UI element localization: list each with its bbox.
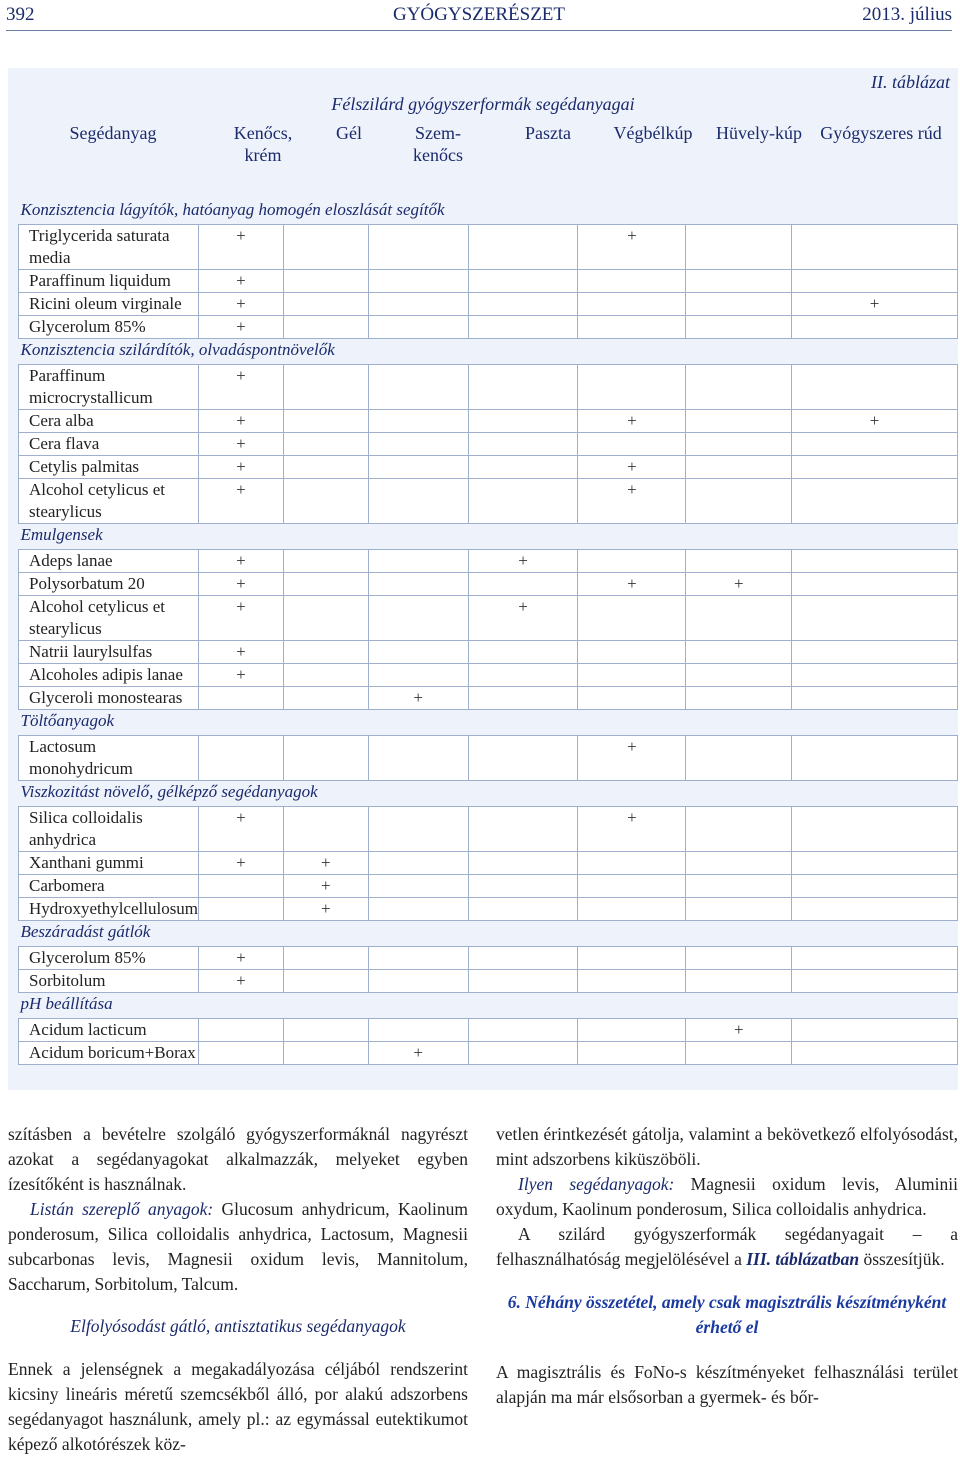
- usage-mark: [792, 316, 958, 339]
- section-label: pH beállítása: [19, 993, 958, 1019]
- usage-mark: [792, 1019, 958, 1042]
- table-row: [19, 736, 958, 781]
- table-row: [19, 687, 958, 710]
- usage-mark: [468, 875, 578, 898]
- usage-mark: [368, 807, 468, 852]
- usage-mark: [368, 947, 468, 970]
- section-row: [19, 710, 958, 736]
- column-header: Segédanyag: [69, 123, 157, 143]
- table-row: [19, 898, 958, 921]
- usage-mark: [283, 433, 368, 456]
- usage-mark: [283, 456, 368, 479]
- usage-mark: [468, 573, 578, 596]
- usage-mark: +: [578, 456, 686, 479]
- usage-mark: +: [578, 736, 686, 781]
- excipient-name: Sorbitolum: [19, 970, 199, 993]
- usage-mark: [468, 947, 578, 970]
- usage-mark: [578, 1019, 686, 1042]
- table-title: Félszilárd gyógyszerformák segédanyagai: [331, 94, 635, 114]
- column-header: Hüvely-kúp: [716, 123, 802, 143]
- usage-mark: [578, 641, 686, 664]
- excipient-name: Polysorbatum 20: [19, 573, 199, 596]
- usage-mark: [686, 1042, 792, 1065]
- excipient-name: Cera alba: [19, 410, 199, 433]
- usage-mark: [686, 970, 792, 993]
- usage-mark: [578, 947, 686, 970]
- table-row: [19, 875, 958, 898]
- usage-mark: [578, 687, 686, 710]
- usage-mark: +: [283, 875, 368, 898]
- paragraph: vetlen érintkezését gátolja, valamint a bekövetkező elfolyósodást, mint adszorbens kiküszöböli.: [496, 1124, 958, 1169]
- section-row: [19, 339, 958, 365]
- usage-mark: +: [578, 479, 686, 524]
- usage-mark: [368, 641, 468, 664]
- table-row: [19, 596, 958, 641]
- usage-mark: +: [199, 433, 284, 456]
- usage-mark: [368, 573, 468, 596]
- usage-mark: [578, 664, 686, 687]
- usage-mark: [792, 550, 958, 573]
- usage-mark: [368, 736, 468, 781]
- table-row: [19, 852, 958, 875]
- usage-mark: [686, 293, 792, 316]
- usage-mark: [578, 970, 686, 993]
- usage-mark: [468, 807, 578, 852]
- section-heading: 6. Néhány összetétel, amely csak magisztrális készítményként érhető el: [507, 1292, 947, 1337]
- usage-mark: [283, 410, 368, 433]
- usage-mark: [686, 687, 792, 710]
- usage-mark: +: [578, 410, 686, 433]
- usage-mark: [792, 1042, 958, 1065]
- usage-mark: [283, 736, 368, 781]
- table-row: [19, 947, 958, 970]
- usage-mark: +: [199, 852, 284, 875]
- usage-mark: [283, 970, 368, 993]
- usage-mark: [686, 479, 792, 524]
- usage-mark: [792, 807, 958, 852]
- excipient-name: Paraffinum liquidum: [19, 270, 199, 293]
- paragraph: szításben a bevételre szolgáló gyógyszerformáknál nagyrészt azokat a segédanyagokat alkalmazzák, melyeket egyben ízesítőként is használnak.: [8, 1124, 468, 1194]
- section-label: Töltőanyagok: [19, 710, 958, 736]
- usage-mark: +: [578, 225, 686, 270]
- usage-mark: +: [368, 687, 468, 710]
- usage-mark: +: [199, 807, 284, 852]
- usage-mark: +: [199, 316, 284, 339]
- usage-mark: [792, 664, 958, 687]
- usage-mark: [199, 736, 284, 781]
- usage-mark: [468, 365, 578, 410]
- excipient-name: Paraffinum microcrystallicum: [19, 365, 199, 410]
- usage-mark: [199, 1042, 284, 1065]
- usage-mark: +: [199, 573, 284, 596]
- usage-mark: [792, 596, 958, 641]
- usage-mark: [368, 852, 468, 875]
- table-row: [19, 664, 958, 687]
- usage-mark: [686, 365, 792, 410]
- excipient-name: Silica colloidalis anhydrica: [19, 807, 199, 852]
- usage-mark: +: [199, 479, 284, 524]
- usage-mark: [578, 293, 686, 316]
- usage-mark: [468, 898, 578, 921]
- usage-mark: [578, 875, 686, 898]
- usage-mark: [686, 433, 792, 456]
- usage-mark: [686, 947, 792, 970]
- usage-mark: [468, 225, 578, 270]
- usage-mark: [368, 293, 468, 316]
- column-header: Végbélkúp: [613, 123, 693, 143]
- usage-mark: +: [468, 550, 578, 573]
- usage-mark: [283, 807, 368, 852]
- usage-mark: [792, 225, 958, 270]
- usage-mark: [283, 270, 368, 293]
- table-row: [19, 293, 958, 316]
- usage-mark: [283, 1042, 368, 1065]
- usage-mark: [792, 573, 958, 596]
- paragraph: [8, 1197, 468, 1297]
- excipient-name: Natrii laurylsulfas: [19, 641, 199, 664]
- paragraph-text: Glucosum anhydricum, Kaolinum ponderosum, Silica colloidalis anhydrica, Lactosum, Magnesii subcarbonas levis, Magnesii oxidum levis, Mannitolum, Saccharum, Sorbitolum, Talcum.: [8, 1199, 468, 1294]
- usage-mark: +: [792, 410, 958, 433]
- usage-mark: [468, 270, 578, 293]
- table-row: [19, 410, 958, 433]
- usage-mark: [368, 970, 468, 993]
- excipient-name: Alcohol cetylicus et stearylicus: [19, 596, 199, 641]
- usage-mark: [368, 875, 468, 898]
- excipient-name: Alcoholes adipis lanae: [19, 664, 199, 687]
- usage-mark: [468, 1019, 578, 1042]
- usage-mark: [468, 433, 578, 456]
- usage-mark: +: [686, 1019, 792, 1042]
- usage-mark: [578, 433, 686, 456]
- usage-mark: [368, 898, 468, 921]
- usage-mark: [792, 875, 958, 898]
- table-row: [19, 456, 958, 479]
- usage-mark: [686, 550, 792, 573]
- table-row: [19, 970, 958, 993]
- excipient-name: Hydroxyethylcellulosum: [19, 898, 199, 921]
- paragraph-text: A szilárd gyógyszerformák segédanyagait – a felhasználhatóság megjelölésével a: [496, 1224, 958, 1269]
- usage-mark: +: [199, 456, 284, 479]
- usage-mark: [283, 664, 368, 687]
- table-row: [19, 641, 958, 664]
- excipient-name: Carbomera: [19, 875, 199, 898]
- usage-mark: [283, 365, 368, 410]
- paragraph-text: Magnesii oxidum levis, Aluminii oxydum, Kaolinum ponderosum, Silica colloidalis anhydrica.: [496, 1174, 958, 1219]
- usage-mark: [686, 664, 792, 687]
- excipient-table-box: [8, 68, 958, 1090]
- excipient-name: Ricini oleum virginale: [19, 293, 199, 316]
- usage-mark: +: [199, 550, 284, 573]
- usage-mark: [368, 596, 468, 641]
- column-header: Gél: [336, 123, 362, 143]
- usage-mark: [368, 270, 468, 293]
- excipient-name: Xanthani gummi: [19, 852, 199, 875]
- table-row: [19, 1019, 958, 1042]
- usage-mark: [468, 293, 578, 316]
- usage-mark: [792, 270, 958, 293]
- usage-mark: [686, 410, 792, 433]
- usage-mark: [686, 875, 792, 898]
- excipient-name: Adeps lanae: [19, 550, 199, 573]
- usage-mark: +: [199, 293, 284, 316]
- usage-mark: [686, 270, 792, 293]
- usage-mark: [468, 736, 578, 781]
- usage-mark: +: [368, 1042, 468, 1065]
- section-label: Beszáradást gátlók: [19, 921, 958, 947]
- usage-mark: [199, 1019, 284, 1042]
- excipient-name: Lactosum monohydricum: [19, 736, 199, 781]
- usage-mark: [686, 456, 792, 479]
- issue-date: 2013. július: [862, 4, 952, 25]
- usage-mark: +: [199, 365, 284, 410]
- usage-mark: [792, 852, 958, 875]
- usage-mark: [686, 852, 792, 875]
- usage-mark: [468, 970, 578, 993]
- table-row: [19, 270, 958, 293]
- usage-mark: +: [199, 410, 284, 433]
- usage-mark: [283, 293, 368, 316]
- text-column-right: [496, 1122, 958, 1410]
- usage-mark: [468, 479, 578, 524]
- usage-mark: +: [578, 807, 686, 852]
- excipient-table: [18, 199, 958, 1065]
- table-row: [19, 365, 958, 410]
- usage-mark: [368, 479, 468, 524]
- usage-mark: [468, 410, 578, 433]
- paragraph: [496, 1172, 958, 1222]
- usage-mark: [468, 641, 578, 664]
- usage-mark: [283, 641, 368, 664]
- column-header: Paszta: [525, 123, 571, 143]
- usage-mark: [283, 316, 368, 339]
- usage-mark: +: [199, 970, 284, 993]
- section-label: Konzisztencia szilárdítók, olvadáspontnövelők: [19, 339, 958, 365]
- paragraph: Ennek a jelenségnek a megakadályozása céljából rendszerint kicsiny lineáris méretű szemcsékből álló, por alakú adszorbens segédanyagot használunk, amely pl.: az egymással eutektikumot képező alkotórészek köz-: [8, 1359, 468, 1454]
- paragraph-text: összesítjük.: [859, 1249, 945, 1269]
- inline-label: Listán szereplő anyagok:: [30, 1199, 214, 1219]
- excipient-name: Glycerolum 85%: [19, 947, 199, 970]
- section-label: Emulgensek: [19, 524, 958, 550]
- usage-mark: +: [283, 898, 368, 921]
- usage-mark: [792, 479, 958, 524]
- usage-mark: [368, 456, 468, 479]
- usage-mark: [686, 641, 792, 664]
- usage-mark: +: [199, 641, 284, 664]
- section-row: [19, 524, 958, 550]
- section-row: [19, 921, 958, 947]
- table-row: [19, 225, 958, 270]
- usage-mark: +: [199, 270, 284, 293]
- usage-mark: +: [283, 852, 368, 875]
- usage-mark: [199, 875, 284, 898]
- table-row: [19, 479, 958, 524]
- usage-mark: +: [199, 664, 284, 687]
- usage-mark: [368, 1019, 468, 1042]
- table-row: [19, 573, 958, 596]
- usage-mark: +: [199, 225, 284, 270]
- table-reference: III. táblázatban: [746, 1249, 860, 1269]
- usage-mark: [578, 316, 686, 339]
- section-row: [19, 199, 958, 225]
- usage-mark: [368, 433, 468, 456]
- usage-mark: [468, 664, 578, 687]
- text-column-left: [8, 1122, 468, 1457]
- running-header: [6, 0, 952, 31]
- usage-mark: [468, 852, 578, 875]
- usage-mark: [468, 316, 578, 339]
- usage-mark: [686, 596, 792, 641]
- table-row: [19, 433, 958, 456]
- usage-mark: [578, 898, 686, 921]
- usage-mark: [792, 365, 958, 410]
- usage-mark: [283, 550, 368, 573]
- usage-mark: [283, 596, 368, 641]
- usage-mark: [792, 947, 958, 970]
- usage-mark: [578, 550, 686, 573]
- usage-mark: [368, 365, 468, 410]
- usage-mark: +: [792, 293, 958, 316]
- paragraph: A magisztrális és FoNo-s készítményeket felhasználási terület alapján ma már elsősorban a gyermek- és bőr-: [496, 1362, 958, 1407]
- excipient-name: Glyceroli monostearas: [19, 687, 199, 710]
- usage-mark: [199, 898, 284, 921]
- usage-mark: [199, 687, 284, 710]
- excipient-name: Glycerolum 85%: [19, 316, 199, 339]
- excipient-name: Cera flava: [19, 433, 199, 456]
- excipient-name: Cetylis palmitas: [19, 456, 199, 479]
- usage-mark: [283, 687, 368, 710]
- column-header: Szem-kenőcs: [413, 123, 463, 165]
- usage-mark: [368, 410, 468, 433]
- usage-mark: [686, 736, 792, 781]
- usage-mark: [686, 898, 792, 921]
- column-header: Kenőcs, krém: [233, 123, 293, 165]
- usage-mark: +: [468, 596, 578, 641]
- usage-mark: [792, 433, 958, 456]
- usage-mark: [368, 550, 468, 573]
- usage-mark: [283, 479, 368, 524]
- table-row: [19, 550, 958, 573]
- inline-label: Ilyen segédanyagok:: [518, 1174, 675, 1194]
- usage-mark: +: [686, 573, 792, 596]
- section-row: [19, 781, 958, 807]
- table-number: II. táblázat: [871, 72, 950, 92]
- usage-mark: [686, 225, 792, 270]
- usage-mark: +: [199, 596, 284, 641]
- section-label: Viszkozitást növelő, gélképző segédanyagok: [19, 781, 958, 807]
- usage-mark: [792, 736, 958, 781]
- usage-mark: [792, 687, 958, 710]
- paragraph: [496, 1222, 958, 1272]
- usage-mark: [468, 1042, 578, 1065]
- excipient-name: Alcohol cetylicus et stearylicus: [19, 479, 199, 524]
- usage-mark: [792, 898, 958, 921]
- usage-mark: [578, 852, 686, 875]
- usage-mark: [283, 225, 368, 270]
- excipient-name: Acidum lacticum: [19, 1019, 199, 1042]
- excipient-name: Triglycerida saturata media: [19, 225, 199, 270]
- usage-mark: +: [578, 573, 686, 596]
- usage-mark: [283, 573, 368, 596]
- section-row: [19, 993, 958, 1019]
- table-row: [19, 1042, 958, 1065]
- table-row: [19, 807, 958, 852]
- usage-mark: [368, 225, 468, 270]
- subheading: Elfolyósodást gátló, antisztatikus segédanyagok: [70, 1316, 406, 1336]
- usage-mark: +: [199, 947, 284, 970]
- usage-mark: [283, 947, 368, 970]
- journal-name: GYÓGYSZERÉSZET: [392, 4, 566, 25]
- usage-mark: [368, 316, 468, 339]
- page-number: 392: [6, 4, 35, 25]
- usage-mark: [578, 596, 686, 641]
- usage-mark: [468, 687, 578, 710]
- usage-mark: [792, 456, 958, 479]
- usage-mark: [686, 316, 792, 339]
- usage-mark: [792, 970, 958, 993]
- usage-mark: [468, 456, 578, 479]
- section-label: Konzisztencia lágyítók, hatóanyag homogén eloszlását segítők: [19, 199, 958, 225]
- excipient-name: Acidum boricum+Borax: [19, 1042, 199, 1065]
- usage-mark: [578, 270, 686, 293]
- column-header: Gyógyszeres rúd: [820, 123, 942, 143]
- usage-mark: [578, 1042, 686, 1065]
- usage-mark: [686, 807, 792, 852]
- usage-mark: [368, 664, 468, 687]
- table-row: [19, 316, 958, 339]
- usage-mark: [578, 365, 686, 410]
- usage-mark: [283, 1019, 368, 1042]
- usage-mark: [792, 641, 958, 664]
